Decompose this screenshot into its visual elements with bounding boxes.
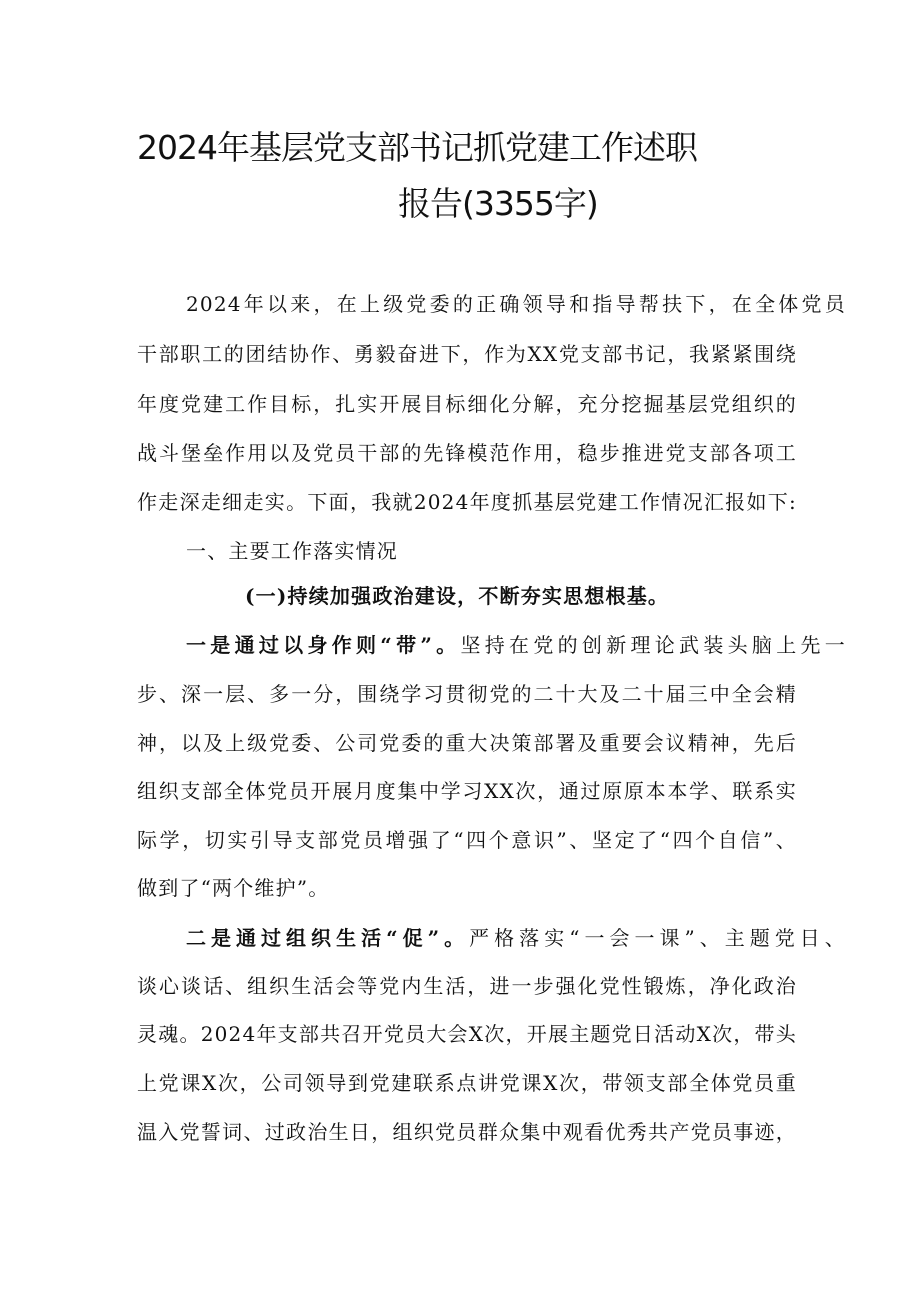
paragraph-lead: 一是通过以身作则“带”。 [186,633,461,657]
paragraph-line: 组织支部全体党员开展月度集中学习XX次，通过原原本本学、联系实 [137,779,797,803]
paragraph-line: 上党课X次，公司领导到党建联系点讲党课X次，带领支部全体党员重 [137,1071,797,1095]
document-title-line-1: 2024年基层党支部书记抓党建工作述职 [137,128,697,167]
paragraph-text: 坚持在党的创新理论武装头脑上先一 [460,633,846,657]
paragraph-line [186,633,846,657]
paragraph-lead: 二是通过组织生活“促”。 [186,926,470,950]
paragraph-line: 温入党誓词、过政治生日，组织党员群众集中观看优秀共产党员事迹， [137,1120,797,1144]
paragraph-line: 灵魂。2024年支部共召开党员大会X次，开展主题党日活动X次，带头 [137,1022,797,1046]
paragraph-line: 年度党建工作目标，扎实开展目标细化分解，充分挖掘基层党组织的 [137,392,797,416]
paragraph-line: 干部职工的团结协作、勇毅奋进下，作为XX党支部书记，我紧紧围绕 [137,342,797,366]
document-title-line-2: 报告(3355字) [398,184,598,223]
paragraph-line [186,926,846,950]
paragraph-line: 战斗堡垒作用以及党员干部的先锋模范作用，稳步推进党支部各项工 [137,441,797,465]
paragraph-line: 做到了“两个维护”。 [137,876,330,900]
section-heading: 一、主要工作落实情况 [186,539,398,563]
paragraph-line: 谈心谈话、组织生活会等党内生活，进一步强化党性锻炼，净化政治 [137,974,797,998]
paragraph-line: 作走深走细走实。下面，我就2024年度抓基层党建工作情况汇报如下: [137,490,797,514]
paragraph-line: 步、深一层、多一分，围绕学习贯彻党的二十大及二十届三中全会精 [137,682,797,706]
paragraph-text: 严格落实“一会一课”、主题党日、 [469,926,846,950]
subsection-heading: (一)持续加强政治建设，不断夯实思想根基。 [245,584,670,608]
paragraph-line: 神，以及上级党委、公司党委的重大决策部署及重要会议精神，先后 [137,731,797,755]
paragraph-line: 2024年以来，在上级党委的正确领导和指导帮扶下，在全体党员 [186,292,846,316]
paragraph-line: 际学，切实引导支部党员增强了“四个意识”、坚定了“四个自信”、 [137,828,797,852]
